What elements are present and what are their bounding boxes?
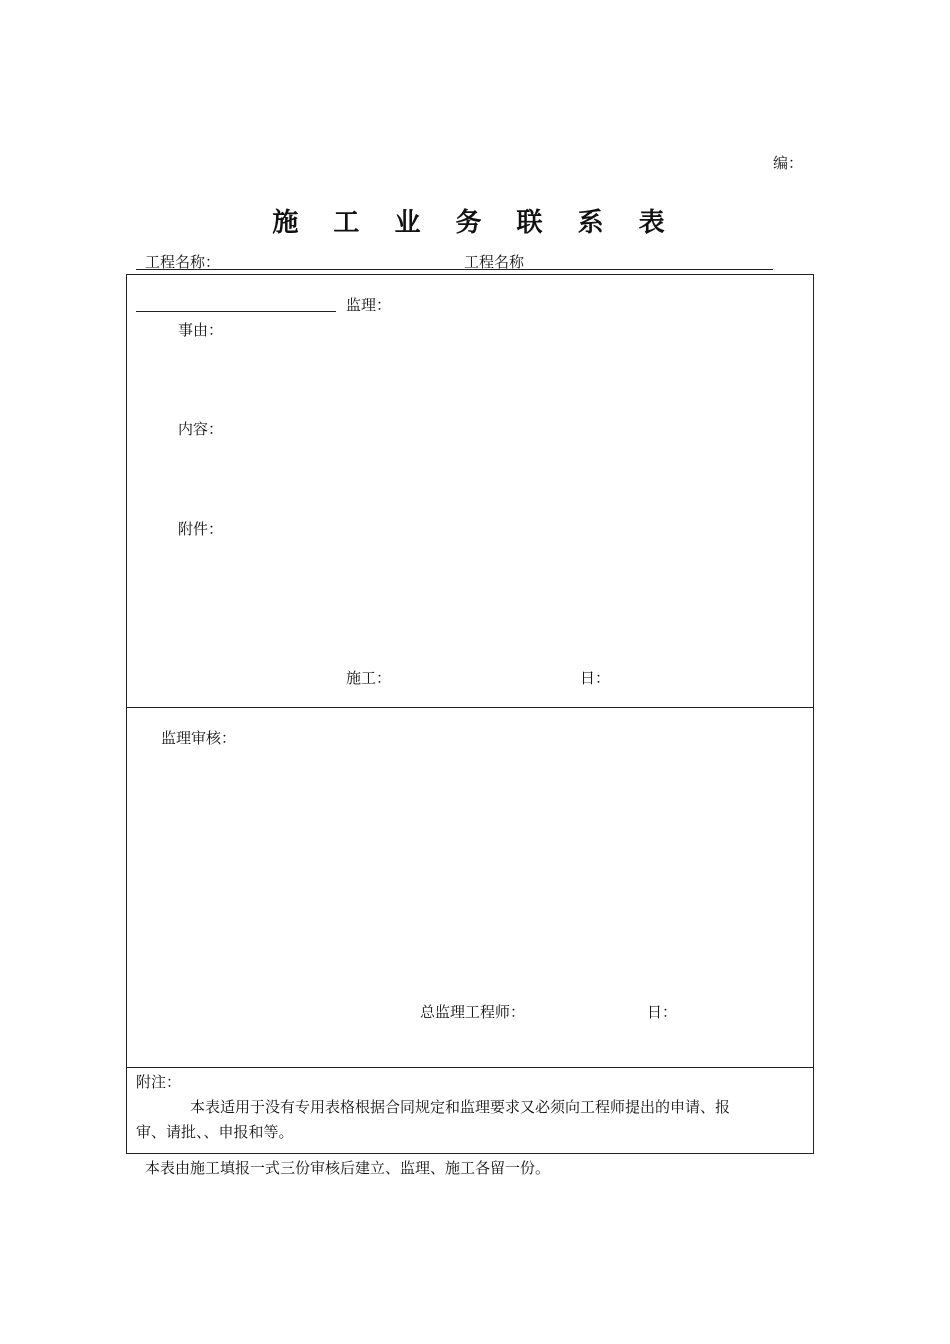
footer-note: 本表由施工填报一式三份审核后建立、监理、施工各留一份。 (145, 1159, 551, 1177)
serial-number-label: 编： (773, 154, 804, 172)
notes-line-2: 审、请批、、申报和等。 (136, 1123, 294, 1141)
project-name-underline (136, 269, 773, 270)
review-date-label: 日： (647, 1003, 678, 1021)
contractor-date-label: 日： (580, 669, 611, 687)
supervision-label: 监理： (346, 296, 392, 314)
chief-engineer-label: 总监理工程师： (420, 1003, 526, 1021)
notes-label: 附注： (136, 1073, 182, 1091)
reason-label: 事由： (178, 321, 224, 339)
contractor-signature-label: 施工： (346, 669, 392, 687)
review-label: 监理审核： (161, 729, 237, 747)
recipient-underline[interactable] (136, 311, 336, 312)
form-title: 施 工 业 务 联 系 表 (272, 208, 678, 238)
attachment-label: 附件： (178, 520, 224, 538)
project-name-label: 工程名称： (145, 253, 221, 271)
notes-line-1: 本表适用于没有专用表格根据合同规定和监理要求又必须向工程师提出的申请、报 (190, 1098, 731, 1116)
content-label: 内容： (178, 420, 224, 438)
project-name-value[interactable]: 工程名称 (464, 253, 525, 271)
request-section (126, 274, 814, 708)
